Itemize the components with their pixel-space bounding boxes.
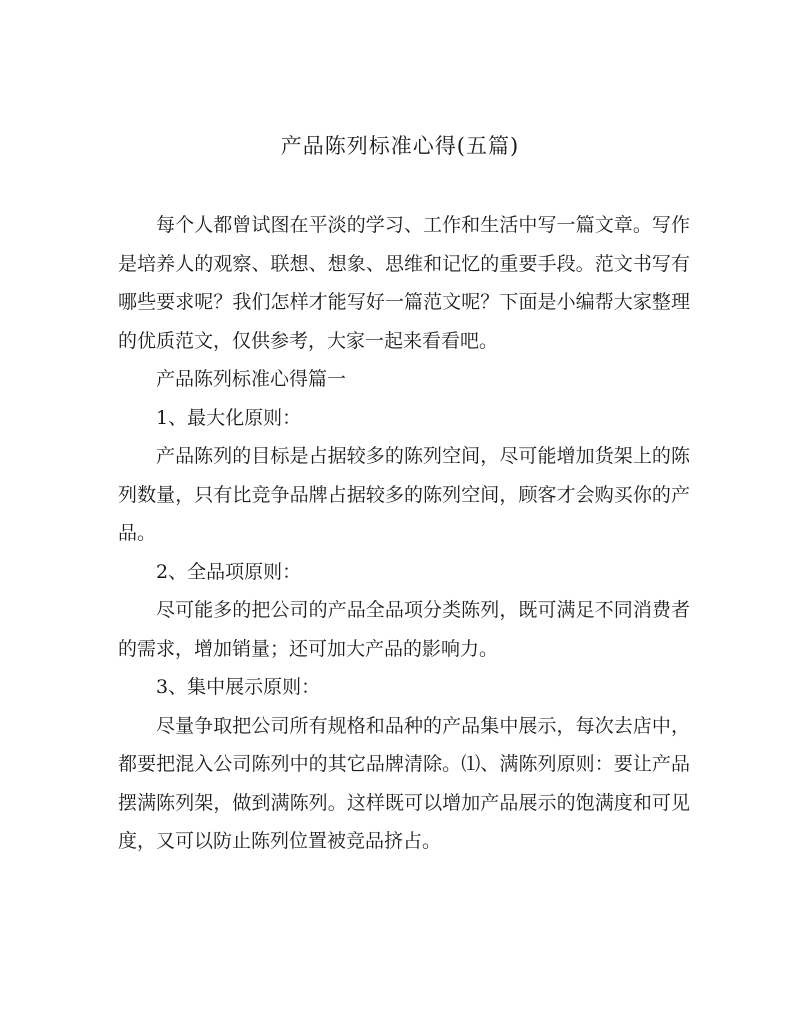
section-title: 产品陈列标准心得篇一 — [156, 368, 347, 390]
intro-paragraph: 每个人都曾试图在平淡的学习、工作和生活中写一篇文章。写作是培养人的观察、联想、想象、思维和记忆的重要手段。范文书写有哪些要求呢？我们怎样才能写好一篇范文呢？下面是小编帮大家整理的优质范文，仅供参考，大家一起来看看吧。 — [118, 214, 690, 352]
item-body-3: 尽量争取把公司所有规格和品种的产品集中展示，每次去店中，都要把混入公司陈列中的其它品牌清除。⑴、满陈列原则：要让产品摆满陈列架，做到满陈列。这样既可以增加产品展示的饱满度和可见度，又可以防止陈列位置被竞品挤占。 — [118, 714, 690, 852]
document-body — [118, 206, 690, 861]
item-body-1: 产品陈列的目标是占据较多的陈列空间，尽可能增加货架上的陈列数量，只有比竞争品牌占据较多的陈列空间，顾客才会购买你的产品。 — [118, 445, 690, 544]
item-body-2: 尽可能多的把公司的产品全品项分类陈列，既可满足不同消费者的需求，增加销量；还可加大产品的影响力。 — [118, 599, 690, 660]
document-title: 产品陈列标准心得(五篇) — [280, 134, 520, 158]
item-heading-2: 2、全品项原则： — [156, 560, 302, 583]
item-heading-1: 1、最大化原则： — [156, 406, 302, 429]
item-heading-3: 3、集中展示原则： — [156, 676, 321, 698]
